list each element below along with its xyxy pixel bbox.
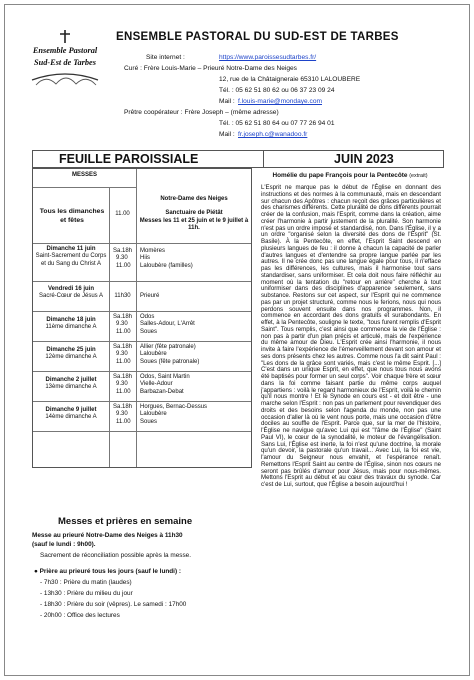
list-item: - 13h30 : Prière du milieu du jour xyxy=(40,590,133,597)
row-time: Sa.18h xyxy=(113,248,133,254)
row-place: Soues xyxy=(140,328,158,335)
row-time: 11.00 xyxy=(116,358,131,365)
row-times xyxy=(113,404,137,426)
row-time: 9.30 xyxy=(116,411,128,418)
row-feast: 12ème dimanche A xyxy=(45,354,97,361)
prayer-item: 20h00 : Office des lectures xyxy=(43,612,120,619)
prayer-heading-text: Prière au prieuré tous les jours (sauf le lundi) : xyxy=(39,568,181,575)
grid-line xyxy=(33,243,251,244)
row-time: Sa.18h xyxy=(113,314,133,320)
cure-address: 12, rue de la Châtaigneraie 65310 LALOUBERE xyxy=(219,76,361,83)
grid-line xyxy=(33,311,251,312)
row-places xyxy=(140,404,250,426)
cure-mail-link[interactable]: f.louis-marie@mondaye.com xyxy=(238,98,323,105)
row-date: Dimanche 9 juillet xyxy=(45,407,97,413)
homily-title xyxy=(256,172,444,179)
logo xyxy=(26,28,104,92)
row-place: Laloubère (familles) xyxy=(140,262,193,269)
row-time: 9.30 xyxy=(116,255,128,262)
grid-line xyxy=(33,371,251,372)
row-place: Laloubère xyxy=(140,411,167,418)
row-times xyxy=(113,374,137,396)
grid-line xyxy=(33,431,251,432)
cure-label: Curé : Frère Louis-Marie – Prieuré Notre-Dame des Neiges xyxy=(124,65,297,72)
sunday-place-note: Messes les 11 et 25 juin et le 9 juillet à 11h. xyxy=(139,218,249,232)
table-row xyxy=(35,347,107,362)
prayer-item: 13h30 : Prière du milieu du jour xyxy=(43,590,133,597)
org-name: ENSEMBLE PASTORAL DU SUD-EST DE TARBES xyxy=(116,31,399,43)
table-row xyxy=(35,246,107,268)
sunday-place-title: Notre-Dame des Neiges xyxy=(160,196,228,202)
coop-mail-label: Mail : xyxy=(219,131,235,138)
list-item: - 7h30 : Prière du matin (laudes) xyxy=(40,579,132,586)
row-place: Hiis xyxy=(140,255,150,262)
homily-section xyxy=(256,168,444,668)
table-row xyxy=(35,317,107,332)
row-place: Momères xyxy=(140,248,166,254)
row-place: Soues xyxy=(140,418,158,425)
row-place: Vielle-Adour xyxy=(140,381,173,388)
week-mass-line2: (sauf le lundi : 9h00). xyxy=(32,541,96,548)
row-places xyxy=(140,344,250,366)
grid-line xyxy=(109,187,110,467)
bulletin-title: FEUILLE PAROISSIALE xyxy=(59,152,199,166)
cooperateur-label: Prêtre coopérateur : Frère Joseph – (même adresse) xyxy=(124,109,279,116)
row-place: Barbazan-Debat xyxy=(140,388,184,395)
list-item: - 18h30 : Prière du soir (vêpres). Le samedi : 17h00 xyxy=(40,601,187,608)
reconciliation-note: Sacrement de réconciliation possible après la messe. xyxy=(40,552,191,559)
bulletin-month: JUIN 2023 xyxy=(334,152,394,166)
week-heading: Messes et prières en semaine xyxy=(58,516,193,527)
row-time: 9.30 xyxy=(116,351,128,358)
row-time: 11.00 xyxy=(116,388,131,395)
bullet-icon: ● xyxy=(34,568,40,575)
coop-tel: Tél. : 05 62 51 80 64 ou 07 77 26 94 01 xyxy=(219,120,335,127)
homily-title-text: Homélie du pape François pour la Pentecôte xyxy=(272,172,408,179)
cure-mail-label: Mail : xyxy=(219,98,235,105)
row-place: Odos, Saint Martin xyxy=(140,374,190,380)
row-places xyxy=(140,314,250,336)
logo-line1: Ensemble Pastoral xyxy=(32,46,98,55)
row-time: 11.00 xyxy=(116,328,131,335)
masses-table xyxy=(32,168,252,468)
row-place: Soues (fête patronale) xyxy=(140,358,200,365)
grid-line xyxy=(33,281,251,282)
row-time: 9.30 xyxy=(116,381,128,388)
row-place: Salles-Adour, L'Arrêt xyxy=(140,321,195,328)
row-times xyxy=(113,248,137,270)
row-feast: 13ème dimanche A xyxy=(45,384,97,391)
row-place: Odos xyxy=(140,314,155,320)
row-time: Sa.18h xyxy=(113,404,133,410)
table-row xyxy=(35,407,107,422)
row-date: Dimanche 18 juin xyxy=(46,317,96,323)
row-times xyxy=(113,314,137,336)
table-row xyxy=(35,286,107,301)
sunday-time: 11.00 xyxy=(115,211,130,217)
row-time: Sa.18h xyxy=(113,344,133,350)
row-date: Dimanche 25 juin xyxy=(46,347,96,353)
prayer-heading xyxy=(34,568,181,576)
coop-mail-link[interactable]: fr.joseph.c@wanadoo.fr xyxy=(238,131,308,138)
sunday-place-sub: Sanctuaire de Piétât xyxy=(165,210,223,216)
grid-line xyxy=(33,341,251,342)
row-feast: Saint-Sacrement du Corps et du Sang du Christ A xyxy=(35,253,107,267)
row-place: Allier (fête patronale) xyxy=(140,344,196,350)
homily-title-note: (extrait) xyxy=(409,173,428,179)
logo-cross-icon xyxy=(60,30,70,43)
grid-line xyxy=(33,401,251,402)
homily-text: L'Esprit ne marque pas le début de l'Église en donnant des instructions et des normes à la communauté, mais en descendant sur chacun des Apôtres : chacun reçoit des grâces particulières et des charismes différents. Cette pluralité de dons différents pourrait créer de la confusion, mais l'Esprit, comme dans la création, aime créer l'harmonie à partir justement de la pluralité. Son harmonie n'est pas un ordre imposé et standardisé, non. Dans l'Église, il y a un ordre "organisé selon la diversité des dons de l'Esprit" (St. Basile). À la Pentecôte, en effet, l'Esprit Saint descend en plusieurs langues de feu : il donne à chacun la capacité de parler d'autres langues et d'entendre sa propre langue parlée par les autres. Il ne crée donc pas une langue égale pour tous, il n'efface pas les différences, les cultures, mais il harmonise tout sans standardiser, sans uniformiser. Et cela doit nous faire réfléchir au moment où la tentation du "retour en arrière" cherche à tout uniformiser dans des disciplines d'apparence seulement, sans substance. Restons sur cet aspect, sur l'Esprit qui ne commence pas par un projet structuré, comme nous le ferions, nous qui nous perdons souvent ensuite dans nos programmes. Non, il commence en accordant des dons gratuits et surabondants. En effet, à la Pentecôte, souligne le texte, "tous furent remplis d'Esprit Saint". Tous remplis, c'est ainsi que commence la vie de l'Église : non pas à partir d'un plan précis et articulé, mais de l'expérience du même amour de Dieu. L'Esprit crée ainsi l'harmonie, il nous invite à faire l'expérience de l'émerveillement devant son amour et ses dons présents chez les autres. Comme nous l'a dit saint Paul : "Les dons de la grâce sont variés, mais c'est le même Esprit. [...] C'est dans un unique Esprit, en effet, que nous tous nous avons été baptisés pour former un seul corps". Voir chaque frère et sœur dans la foi comme faisant partie du même corps auquel j'appartiens : voilà le regard harmonieux de l'Esprit, voilà le chemin qu'il nous montre ! Et le Synode en cours est - et doit être - une marche selon l'Esprit : non pas un parlement pour revendiquer des droits et des besoins selon l'agenda du monde, non pas une occasion d'aller là où le vent nous porte, mais une occasion d'être dociles au souffle de l'Esprit. Parce que, sur la mer de l'histoire, l'Église ne navigue qu'avec Lui qui est "l'âme de l'Église" (Saint Paul VI), le cœur de la synodalité, le moteur de l'évangélisation. Sans Lui, l'Église est inerte, la foi n'est qu'une doctrine, la morale qu'un devoir, la pastorale qu'un travail... Avec Lui, la foi est vie, l'amour du Seigneur nous envahit, et l'espérance renaît. Remettons l'Esprit Saint au centre de l'Église, sinon nos cœurs ne seront pas brûlés d'amour pour Jésus, mais pour nous-mêmes. Mettons l'Esprit au début et au cœur des travaux du synode. Car c'est de Lui, surtout, que l'Église a besoin aujourd'hui ! xyxy=(261,184,441,488)
website-label: Site internet : xyxy=(146,54,185,61)
sunday-label: Tous les dimanches et fêtes xyxy=(39,208,105,224)
row-time: 11.00 xyxy=(116,262,131,269)
masses-header: MESSES xyxy=(71,172,97,178)
row-date: Dimanche 2 juillet xyxy=(45,377,97,383)
list-item: - 20h00 : Office des lectures xyxy=(40,612,120,619)
prayer-item: 7h30 : Prière du matin (laudes) xyxy=(43,579,132,586)
row-place: Laloubère xyxy=(140,351,167,358)
row-date: Dimanche 11 juin xyxy=(46,246,96,252)
website-link[interactable]: https://www.paroissesudtarbes.fr/ xyxy=(219,54,317,61)
row-place: Horgues, Bernac-Dessus xyxy=(140,404,208,410)
logo-line2: Sud-Est de Tarbes xyxy=(34,58,96,67)
row-place: Prieuré xyxy=(140,293,160,299)
row-feast: Sacré-Cœur de Jésus A xyxy=(38,293,104,300)
row-places xyxy=(140,248,250,270)
week-mass-line1: Messe au prieuré Notre-Dame des Neiges à 11h30 xyxy=(32,532,183,539)
row-time: Sa.18h xyxy=(113,374,133,380)
prayer-item: 18h30 : Prière du soir (vêpres). Le samedi : 17h00 xyxy=(43,601,187,608)
title-band xyxy=(32,150,444,168)
row-time: 9.30 xyxy=(116,321,128,328)
row-feast: 14ème dimanche A xyxy=(45,414,97,421)
row-times xyxy=(113,344,137,366)
row-places xyxy=(140,374,250,396)
grid-line xyxy=(33,187,136,188)
row-time: 11h30 xyxy=(114,293,131,299)
row-time: 11.00 xyxy=(116,418,131,425)
table-row xyxy=(35,377,107,392)
row-feast: 11ème dimanche A xyxy=(45,324,97,331)
band-divider xyxy=(263,151,264,167)
row-date: Vendredi 16 juin xyxy=(47,286,94,292)
cure-tel: Tél. : 05 62 51 80 62 ou 06 37 23 09 24 xyxy=(219,87,335,94)
